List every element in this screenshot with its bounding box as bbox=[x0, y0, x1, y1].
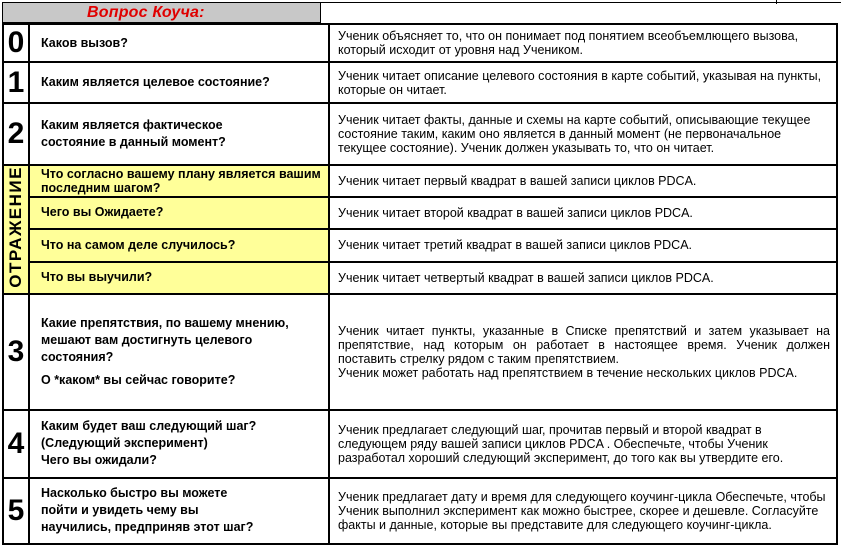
answer-paragraph: Ученик может работать над препятствием в течение нескольких циклов PDCA. bbox=[338, 365, 798, 380]
table-row bbox=[3, 229, 837, 262]
step-number: 2 bbox=[3, 103, 29, 165]
student-answer: Ученик читает третий квадрат в вашей записи циклов PDCA. bbox=[329, 229, 837, 262]
question-line: состояния? bbox=[41, 349, 114, 364]
student-answer: Ученик читает первый квадрат в вашей записи циклов PDCA. bbox=[329, 165, 837, 197]
table-row bbox=[3, 62, 837, 103]
coach-question: Что на самом деле случилось? bbox=[29, 229, 329, 262]
coach-question: Что согласно вашему плану является вашим последним шагом? bbox=[29, 165, 329, 197]
question-line: мешают вам достигнуть целевого bbox=[41, 332, 253, 347]
table-row bbox=[3, 262, 837, 294]
coach-question bbox=[29, 478, 329, 544]
table-row bbox=[3, 165, 837, 197]
question-line: Какие препятствия, по вашему мнению, bbox=[41, 315, 289, 330]
student-answer: Ученик объясняет то, что он понимает под понятием всеобъемлющего вызова, который исходит от уровня над Учеником. bbox=[329, 24, 837, 62]
student-answer: Ученик предлагает следующий шаг, прочитав первый и второй квадрат в следующем ряду вашей записи циклов PDCA . Обеспечьте, чтобы Ученик разработал хороший следующий эксперимент, до того как вы утвердите его. bbox=[329, 410, 837, 478]
header-title: Вопрос Коуча: bbox=[87, 4, 205, 21]
student-answer bbox=[329, 294, 837, 410]
step-number: 5 bbox=[3, 478, 29, 544]
question-line: научились, предприняв этот шаг? bbox=[41, 520, 254, 535]
question-line: пойти и увидеть чему вы bbox=[41, 503, 199, 518]
coach-question: Чего вы Ожидаете? bbox=[29, 197, 329, 229]
header-cell bbox=[2, 2, 321, 23]
reflection-label-text: ОТРАЖЕНИЕ bbox=[6, 166, 25, 288]
table-row bbox=[3, 294, 837, 410]
question-line: Насколько быстро вы можете bbox=[41, 486, 228, 501]
student-answer: Ученик читает второй квадрат в вашей записи циклов PDCA. bbox=[329, 197, 837, 229]
step-number: 3 bbox=[3, 294, 29, 410]
column-tick bbox=[776, 0, 777, 4]
coaching-table bbox=[2, 23, 838, 545]
coach-question bbox=[29, 410, 329, 478]
student-answer: Ученик предлагает дату и время для следующего коучинг-цикла Обеспечьте, чтобы Ученик выполнил эксперимент как можно быстрее, скорее и дешевле. Согласуйте факты и данные, которые вы представите для следующего коучинг-цикла. bbox=[329, 478, 837, 544]
table-row bbox=[3, 197, 837, 229]
student-answer: Ученик читает четвертый квадрат в вашей записи циклов PDCA. bbox=[329, 262, 837, 294]
coach-question bbox=[29, 294, 329, 410]
answer-paragraph: Ученик читает пункты, указанные в Списке препятствий и затем указывает на препятствие, над которым он работает в настоящее время. Ученик должен поставить стрелку рядом с таким препятствием. bbox=[338, 323, 830, 366]
question-line: Каким является фактическое bbox=[41, 118, 223, 132]
table-row bbox=[3, 103, 837, 165]
table-row bbox=[3, 478, 837, 544]
header-top-border bbox=[321, 2, 841, 3]
coach-question: Что вы выучили? bbox=[29, 262, 329, 294]
question-line: состояние в данный момент? bbox=[41, 135, 226, 149]
step-number: 1 bbox=[3, 62, 29, 103]
question-line: Чего вы ожидали? bbox=[41, 453, 157, 468]
question-line: Каким будет ваш следующий шаг? bbox=[41, 419, 257, 434]
reflection-side-label bbox=[3, 165, 29, 294]
student-answer: Ученик читает описание целевого состояния в карте событий, указывая на пункты, которые он читает. bbox=[329, 62, 837, 103]
step-number: 0 bbox=[3, 24, 29, 62]
coach-question bbox=[29, 103, 329, 165]
coach-question: Каков вызов? bbox=[29, 24, 329, 62]
student-answer: Ученик читает факты, данные и схемы на карте событий, описывающие текущее состояние таким, каким оно является в данный момент (не первоначальное текущее состояние). Ученик должен указывать то, что он читает. bbox=[329, 103, 837, 165]
question-line: О *каком* вы сейчас говорите? bbox=[41, 372, 236, 387]
table-row bbox=[3, 410, 837, 478]
step-number: 4 bbox=[3, 410, 29, 478]
table-row bbox=[3, 24, 837, 62]
question-line: (Следующий эксперимент) bbox=[41, 436, 208, 451]
coach-question: Каким является целевое состояние? bbox=[29, 62, 329, 103]
